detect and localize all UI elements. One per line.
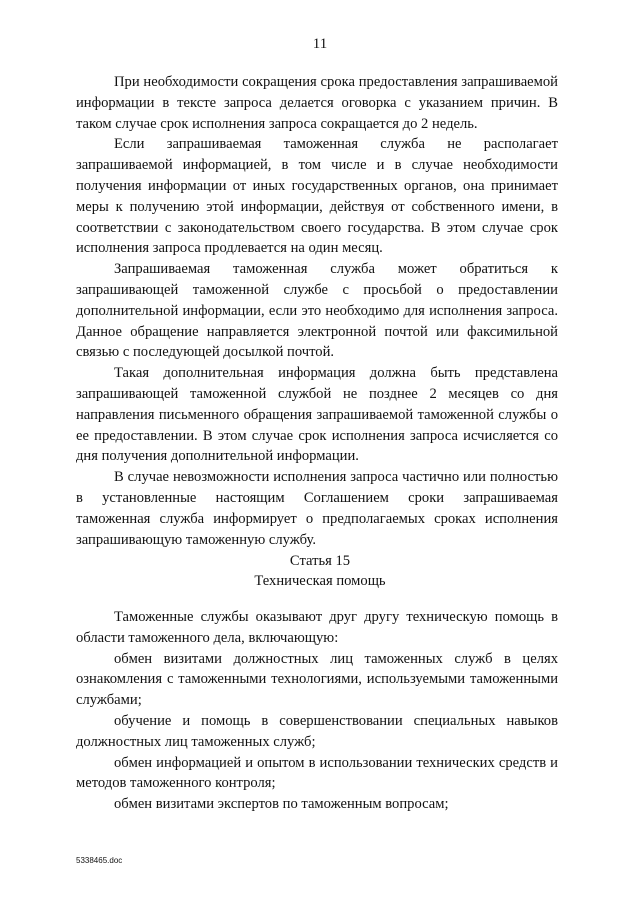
- article-body: [76, 607, 558, 815]
- list-item: обмен визитами должностных лиц таможенных служб в целях ознакомления с таможенными технологиями, используемыми таможенными службами;: [76, 650, 558, 709]
- paragraph-urgent-request: При необходимости сокращения срока предоставления запрашиваемой информации в тексте запроса делается оговорка с указанием причин. В таком случае срок исполнения запроса сокращается до 2 недель.: [76, 74, 558, 132]
- paragraph-other-agencies: Если запрашиваемая таможенная служба не располагает запрашиваемой информацией, в том числе и в случае необходимости получения информации от иных государственных органов, она принимает меры к получению этой информации, действуя от собственного имени, в соответствии с законодательством своего государства. В этом случае срок исполнения запроса продлевается на один месяц.: [76, 136, 558, 257]
- paragraph-impossibility: В случае невозможности исполнения запроса частично или полностью в установленные настоящим Соглашением сроки запрашиваемая таможенная служба информирует о предполагаемых сроках исполнения запрашивающую таможенную службу.: [76, 469, 558, 548]
- list-item: обмен визитами экспертов по таможенным вопросам;: [114, 796, 449, 813]
- list-item: обучение и помощь в совершенствовании специальных навыков должностных лиц таможенных служб;: [76, 712, 558, 750]
- body-text: [76, 72, 558, 550]
- paragraph-additional-info-request: Запрашиваемая таможенная служба может обратиться к запрашивающей таможенной службе с просьбой о предоставлении дополнительной информации, если это необходимо для исполнения запроса. Данное обращение направляется электронной почтой или факсимильной связью с последующей досылкой почтой.: [76, 261, 558, 361]
- article-heading: [0, 551, 640, 591]
- article-title: Техническая помощь: [254, 573, 386, 589]
- article-number: Статья 15: [289, 553, 351, 569]
- page-number: 11: [312, 36, 328, 52]
- list-item: обмен информацией и опытом в использовании технических средств и методов таможенного контроля;: [76, 754, 558, 792]
- document-filename: 5338465.doc: [76, 856, 123, 865]
- paragraph-additional-info-deadline: Такая дополнительная информация должна быть представлена запрашивающей таможенной службой не позднее 2 месяцев со дня направления письменного обращения запрашиваемой таможенной службы о ее предоставлении. В этом случае срок исполнения запроса исчисляется со дня получения дополнительной информации.: [76, 365, 558, 465]
- article-intro: Таможенные службы оказывают друг другу техническую помощь в области таможенного дела, включающую:: [76, 609, 558, 646]
